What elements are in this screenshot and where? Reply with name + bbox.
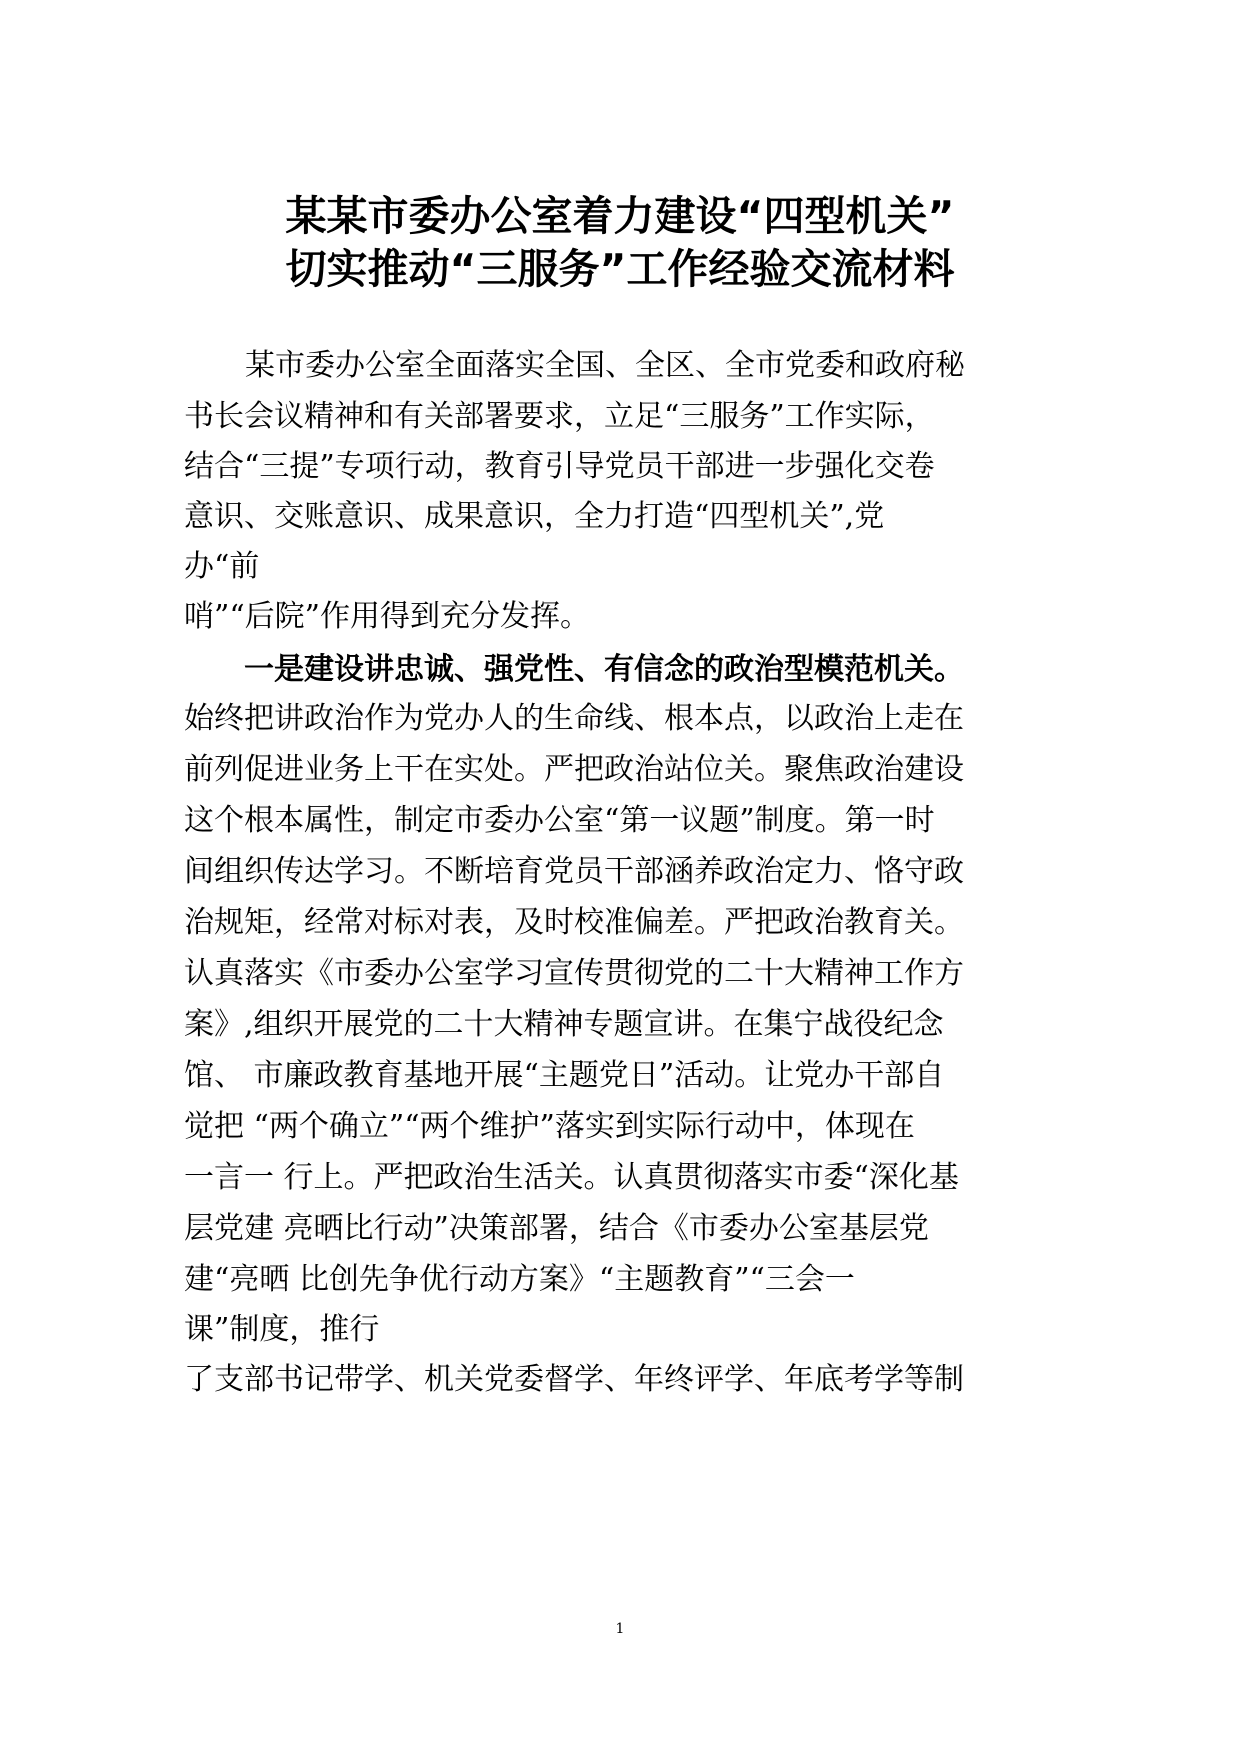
body-line: 案》,组织开展党的二十大精神专题宣讲。在集宁战役纪念 bbox=[184, 1007, 944, 1042]
body-line: 建“亮晒 比创先争优行动方案》“主题教育”“三会一 bbox=[184, 1262, 855, 1297]
body-line: 前列促进业务上干在实处。严把政治站位关。聚焦政治建设 bbox=[184, 752, 964, 787]
body-line: 这个根本属性，制定市委办公室“第一议题”制度。第一时 bbox=[184, 803, 935, 838]
document-title-line-2: 切实推动“三服务”工作经验交流材料 bbox=[285, 245, 955, 293]
section-heading: 一是建设讲忠诚、强党性、有信念的政治型模范机关。 bbox=[244, 652, 964, 687]
body-line: 治规矩，经常对标对表，及时校准偏差。严把政治教育关。 bbox=[184, 905, 964, 940]
document-title-line-1: 某某市委办公室着力建设“四型机关” bbox=[285, 192, 955, 240]
body-line: 觉把 “两个确立”“两个维护”落实到实际行动中，体现在 bbox=[184, 1109, 915, 1144]
intro-line: 书长会议精神和有关部署要求，立足“三服务”工作实际， bbox=[184, 399, 935, 434]
intro-line: 意识、交账意识、成果意识，全力打造“四型机关”,党 bbox=[184, 499, 885, 534]
intro-line: 某市委办公室全面落实全国、全区、全市党委和政府秘 bbox=[245, 348, 965, 383]
intro-line: 哨”“后院”作用得到充分发挥。 bbox=[184, 599, 591, 634]
intro-line: 结合“三提”专项行动，教育引导党员干部进一步强化交卷 bbox=[184, 449, 935, 484]
body-line: 一言一 行上。严把政治生活关。认真贯彻落实市委“深化基 bbox=[184, 1160, 959, 1195]
body-line: 认真落实《市委办公室学习宣传贯彻党的二十大精神工作方 bbox=[184, 956, 964, 991]
body-line: 始终把讲政治作为党办人的生命线、根本点，以政治上走在 bbox=[184, 701, 964, 736]
body-line: 馆、 市廉政教育基地开展“主题党日”活动。让党办干部自 bbox=[184, 1058, 945, 1093]
body-line: 间组织传达学习。不断培育党员干部涵养政治定力、恪守政 bbox=[184, 854, 964, 889]
body-line: 了支部书记带学、机关党委督学、年终评学、年底考学等制 bbox=[184, 1362, 964, 1397]
page-number: 1 bbox=[615, 1621, 625, 1637]
intro-line: 办“前 bbox=[184, 549, 260, 584]
body-line: 课”制度，推行 bbox=[184, 1312, 380, 1347]
body-line: 层党建 亮晒比行动”决策部署，结合《市委办公室基层党 bbox=[184, 1211, 929, 1246]
